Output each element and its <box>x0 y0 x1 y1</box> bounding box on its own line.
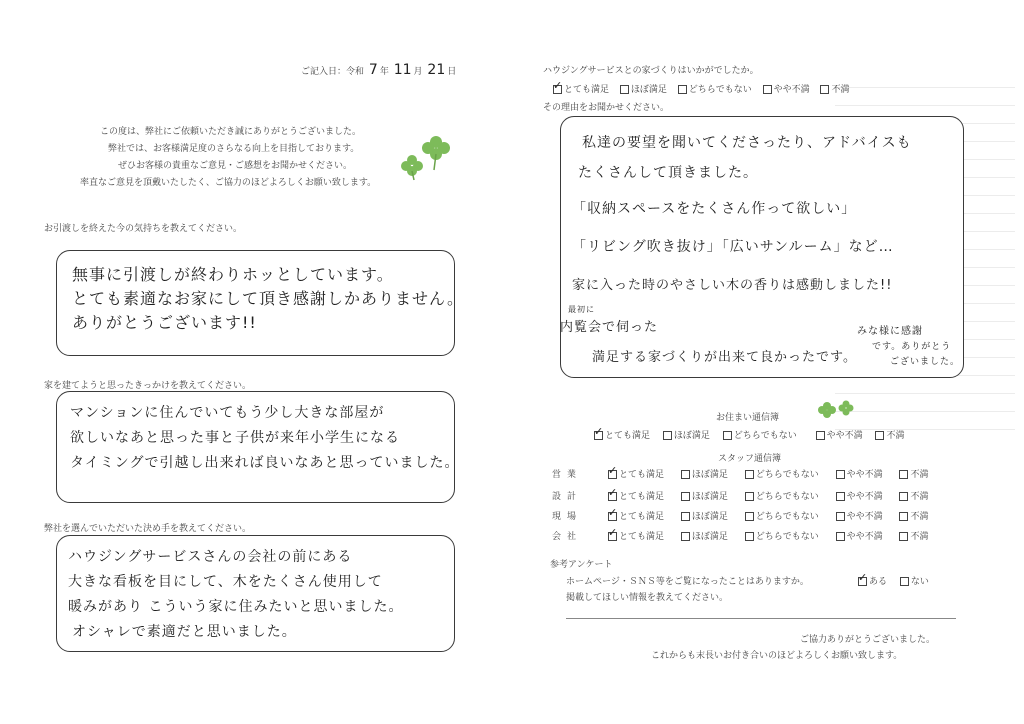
q4-side-note: ございました。 <box>890 357 961 367</box>
staff-row-label: 会社 <box>552 532 583 542</box>
staff-row-label: 現場 <box>552 512 583 522</box>
checkbox[interactable] <box>820 85 829 94</box>
checkbox[interactable] <box>608 512 617 521</box>
option-label: 不満 <box>910 470 929 480</box>
checkbox[interactable] <box>608 532 617 541</box>
option-label: とても満足 <box>619 512 665 522</box>
q4-answer-line: 最初に <box>568 305 595 314</box>
checkbox[interactable] <box>836 492 845 501</box>
q3-answer-line: 大きな看板を目にして、木をたくさん使用して <box>68 574 383 590</box>
checkbox[interactable] <box>745 492 754 501</box>
entry-date <box>301 62 456 78</box>
staff-row-label: 営業 <box>552 470 583 480</box>
option-label: どちらでもない <box>755 532 819 542</box>
option-label: ほぼ満足 <box>673 431 710 441</box>
date-year: 7 <box>368 62 378 78</box>
survey-divider <box>566 618 956 619</box>
clover-icon <box>398 130 460 182</box>
option-label: やや不満 <box>846 532 883 542</box>
intro-line-1: この度は、弊社にご依頼いただき誠にありがとうございました。 <box>100 127 362 137</box>
checkbox[interactable] <box>681 492 690 501</box>
option-label: どちらでもない <box>755 512 819 522</box>
checkbox[interactable] <box>553 85 562 94</box>
date-month: 11 <box>393 62 412 78</box>
option-label: ほぼ満足 <box>691 492 728 502</box>
intro-line-4: 率直なご意見を頂戴いたしたく、ご協力のほどよろしくお願い致します。 <box>80 178 377 188</box>
staff-row-options <box>608 529 928 542</box>
option-label: ほぼ満足 <box>691 470 728 480</box>
newsletter-options <box>594 428 904 441</box>
q1-answer-line: ありがとうございます!! <box>72 313 257 332</box>
checkbox[interactable] <box>608 492 617 501</box>
option-label: とても満足 <box>619 492 665 502</box>
option-label: 不満 <box>886 431 905 441</box>
option-label: やや不満 <box>826 431 863 441</box>
date-label: ご記入日：令和 <box>301 67 365 77</box>
intro-line-2: 弊社では、お客様満足度のさらなる向上を目指しております。 <box>108 144 360 154</box>
checkbox[interactable] <box>836 470 845 479</box>
checkbox[interactable] <box>836 532 845 541</box>
checkbox[interactable] <box>681 470 690 479</box>
checkbox[interactable] <box>900 577 909 586</box>
staff-row-options <box>608 467 928 480</box>
option-label: とても満足 <box>619 532 665 542</box>
option-label: どちらでもない <box>688 85 752 95</box>
checkbox[interactable] <box>875 431 884 440</box>
checkbox[interactable] <box>608 470 617 479</box>
option-label: ない <box>910 577 929 587</box>
option-label: 不満 <box>910 532 929 542</box>
q4-answer-line: たくさんして頂きました。 <box>578 165 758 181</box>
staff-row-options <box>608 509 928 522</box>
checkbox[interactable] <box>899 512 908 521</box>
option-label: やや不満 <box>846 470 883 480</box>
survey-title: 参考アンケート <box>550 560 613 570</box>
option-label: やや不満 <box>846 512 883 522</box>
intro-line-3: ぜひお客様の貴重なご意見・ご感想をお聞かせください。 <box>118 161 353 171</box>
checkbox[interactable] <box>899 470 908 479</box>
q4-answer-line: 私達の要望を聞いてくださったり、アドバイスも <box>582 135 912 151</box>
checkbox[interactable] <box>681 532 690 541</box>
q4-side-note: みな様に感謝 <box>857 326 923 337</box>
q4-answer-line: 「収納スペースをたくさん作って欲しい」 <box>572 201 857 217</box>
survey-options <box>858 574 929 587</box>
q2-answer-line: 欲しいなあと思った事と子供が来年小学生になる <box>70 430 400 446</box>
q4-answer-line: 「リビング吹き抜け」「広いサンルーム」など… <box>572 239 894 255</box>
option-label: やや不満 <box>846 492 883 502</box>
staff-row-label: 設計 <box>552 492 583 502</box>
q1-answer-line: 無事に引渡しが終わりホッとしています。 <box>72 265 394 284</box>
option-label: とても満足 <box>564 85 610 95</box>
date-year-unit: 年 <box>379 67 389 77</box>
option-label: やや不満 <box>773 85 810 95</box>
q4-side-note: です。ありがとう <box>872 342 952 352</box>
option-label: とても満足 <box>619 470 665 480</box>
q1-answer-line: とても素適なお家にして頂き感謝しかありません。 <box>72 289 464 308</box>
checkbox[interactable] <box>816 431 825 440</box>
checkbox[interactable] <box>745 512 754 521</box>
option-label: とても満足 <box>605 431 651 441</box>
survey-question: ホームページ・ＳＮＳ等をご覧になったことはありますか。 <box>566 577 809 587</box>
checkbox[interactable] <box>745 532 754 541</box>
q4-answer-line: 満足する家づくりが出来て良かったです。 <box>592 350 857 365</box>
q3-question: 弊社を選んでいただいた決め手を教えてください。 <box>44 524 252 534</box>
q4-answer-line: 家に入った時のやさしい木の香りは感動しました!! <box>572 278 893 293</box>
closing-line-1: ご協力ありがとうございました。 <box>800 635 936 645</box>
date-day: 21 <box>427 62 446 78</box>
option-label: 不満 <box>831 85 850 95</box>
option-label: どちらでもない <box>755 470 819 480</box>
q2-answer-line: タイミングで引越し出来れば良いなあと思っていました。 <box>70 455 460 471</box>
staff-title: スタッフ通信簿 <box>718 454 782 464</box>
checkbox[interactable] <box>681 512 690 521</box>
clover-icon <box>818 398 858 422</box>
checkbox[interactable] <box>594 431 603 440</box>
option-label: ほぼ満足 <box>691 512 728 522</box>
checkbox[interactable] <box>836 512 845 521</box>
checkbox[interactable] <box>678 85 687 94</box>
date-month-unit: 月 <box>413 67 423 77</box>
q4-reason-label: その理由をお聞かせください。 <box>543 103 670 113</box>
option-label: ある <box>869 577 888 587</box>
staff-row-options <box>608 489 928 502</box>
checkbox[interactable] <box>663 431 672 440</box>
q4-options <box>553 82 849 95</box>
checkbox[interactable] <box>723 431 732 440</box>
checkbox[interactable] <box>858 577 867 586</box>
q3-answer-line: ハウジングサービスさんの会社の前にある <box>68 549 353 565</box>
q3-answer-line: 暖みがあり こういう家に住みたいと思いました。 <box>68 599 404 615</box>
checkbox[interactable] <box>899 532 908 541</box>
checkbox[interactable] <box>763 85 772 94</box>
option-label: 不満 <box>910 512 929 522</box>
option-label: 不満 <box>910 492 929 502</box>
q2-answer-line: マンションに住んでいてもう少し大きな部屋が <box>70 405 385 421</box>
option-label: どちらでもない <box>733 431 797 441</box>
checkbox[interactable] <box>620 85 629 94</box>
q1-question: お引渡しを終えた今の気持ちを教えてください。 <box>44 224 243 234</box>
newsletter-title: お住まい通信簿 <box>716 413 780 423</box>
checkbox[interactable] <box>745 470 754 479</box>
q4-answer-line: 内覧会で伺った <box>560 320 659 335</box>
q3-answer-line: オシャレで素適だと思いました。 <box>72 624 297 640</box>
option-label: どちらでもない <box>755 492 819 502</box>
checkbox[interactable] <box>899 492 908 501</box>
q2-question: 家を建てようと思ったきっかけを教えてください。 <box>44 381 252 391</box>
q4-question: ハウジングサービスとの家づくりはいかがでしたか。 <box>543 66 759 76</box>
closing-line-2: これからも末長いお付き合いのほどよろしくお願い致します。 <box>651 651 903 661</box>
survey-question-2: 掲載してほしい情報を教えてください。 <box>566 593 729 603</box>
option-label: ほぼ満足 <box>691 532 728 542</box>
option-label: ほぼ満足 <box>630 85 667 95</box>
date-day-unit: 日 <box>447 67 457 77</box>
